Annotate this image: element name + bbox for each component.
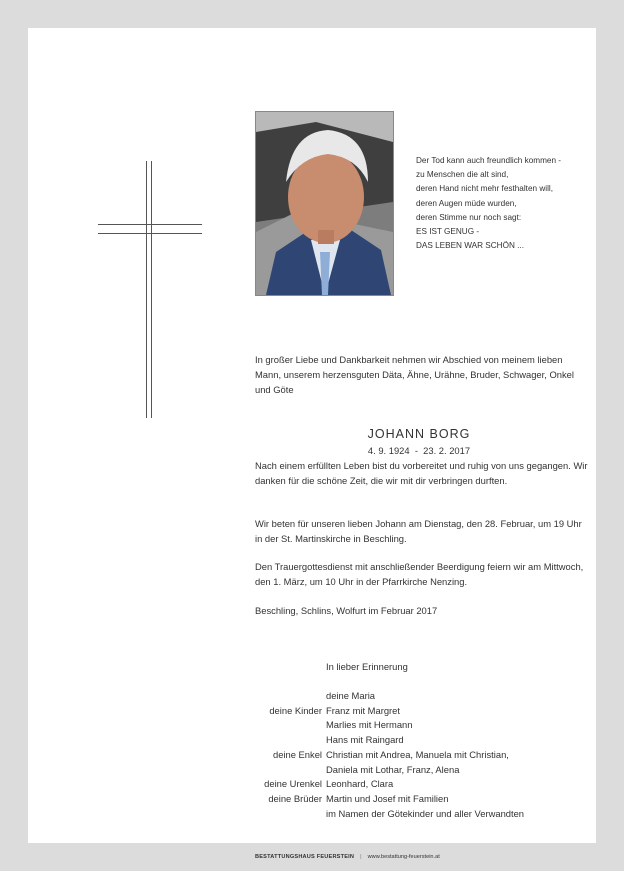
family-members: deine Maria (326, 690, 375, 701)
poem-line: deren Augen müde wurden, (416, 198, 517, 208)
prayer-paragraph: Wir beten für unseren lieben Johann am Dienstag, den 28. Februar, um 19 Uhr in der St. Martinskirche in Beschling. (255, 518, 582, 545)
life-dates: 4. 9. 1924 - 23. 2. 2017 (367, 445, 471, 456)
family-row (255, 777, 524, 792)
footer-url[interactable]: www.bestattung-feuerstein.at (367, 854, 440, 860)
poem-line: zu Menschen die alt sind, (416, 170, 509, 180)
family-members: im Namen der Götekinder und aller Verwandten (326, 807, 525, 819)
family-row (255, 733, 524, 748)
family-row (255, 689, 524, 704)
family-list (255, 689, 524, 821)
footer (255, 854, 440, 860)
intro-text: In großer Liebe und Dankbarkeit nehmen wir Abschied von meinem lieben Mann, unserem herzensguten Däta, Ähne, Urähne, Bruder, Schwager, Onkel und Göte (255, 354, 574, 396)
family-row (255, 807, 524, 822)
cross-icon (146, 161, 152, 418)
farewell-paragraph: Nach einem erfüllten Leben bist du vorbereitet und ruhig von uns gegangen. Wir danken für die schöne Zeit, die wir mit dir verbringen durften. (255, 460, 588, 487)
poem-line: DAS LEBEN WAR SCHÖN ... (416, 241, 524, 251)
family-label (255, 807, 326, 822)
family-label: deine Enkel (273, 748, 322, 760)
deceased-name: JOHANN BORG (367, 427, 471, 441)
family-label: deine Brüder (268, 792, 322, 804)
memory-line: In lieber Erinnerung (326, 661, 408, 672)
family-row (255, 763, 524, 778)
poem-line: ES IST GENUG - (416, 227, 480, 237)
family-label: deine Urenkel (264, 778, 322, 790)
family-row (255, 718, 524, 733)
poem (416, 154, 606, 253)
funeral-paragraph: Den Trauergottesdienst mit anschließender Beerdigung feiern wir am Mittwoch, den 1. März, um 10 Uhr in der Pfarrkirche Nenzing. (255, 561, 584, 588)
poem-line: Der Tod kann auch freundlich kommen - (416, 156, 562, 165)
family-members: Marlies mit Hermann (326, 719, 413, 731)
family-members: Martin und Josef mit Familien (326, 792, 449, 804)
family-label (255, 689, 326, 704)
family-label (255, 718, 326, 733)
portrait-photo (255, 111, 394, 296)
family-label: deine Kinder (269, 704, 322, 716)
family-row (255, 704, 524, 719)
funeral-home-name: BESTATTUNGSHAUS FEUERSTEIN (255, 854, 355, 860)
family-members: Franz mit Margret (326, 704, 400, 716)
family-members: Hans mit Raingard (326, 734, 404, 746)
family-members: Daniela mit Lothar, Franz, Alena (326, 763, 460, 775)
family-label (255, 763, 326, 778)
poem-line: deren Stimme nur noch sagt: (416, 212, 522, 222)
poem-line: deren Hand nicht mehr festhalten will, (416, 184, 553, 194)
obituary-page (28, 28, 596, 860)
family-label (255, 733, 326, 748)
family-row (255, 792, 524, 807)
cross-icon-bar (98, 224, 202, 234)
family-row (255, 748, 524, 763)
place-date: Beschling, Schlins, Wolfurt im Februar 2017 (255, 605, 438, 616)
family-members: Leonhard, Clara (326, 778, 394, 790)
family-members: Christian mit Andrea, Manuela mit Christian, (326, 748, 509, 760)
footer-separator: | (360, 854, 362, 860)
